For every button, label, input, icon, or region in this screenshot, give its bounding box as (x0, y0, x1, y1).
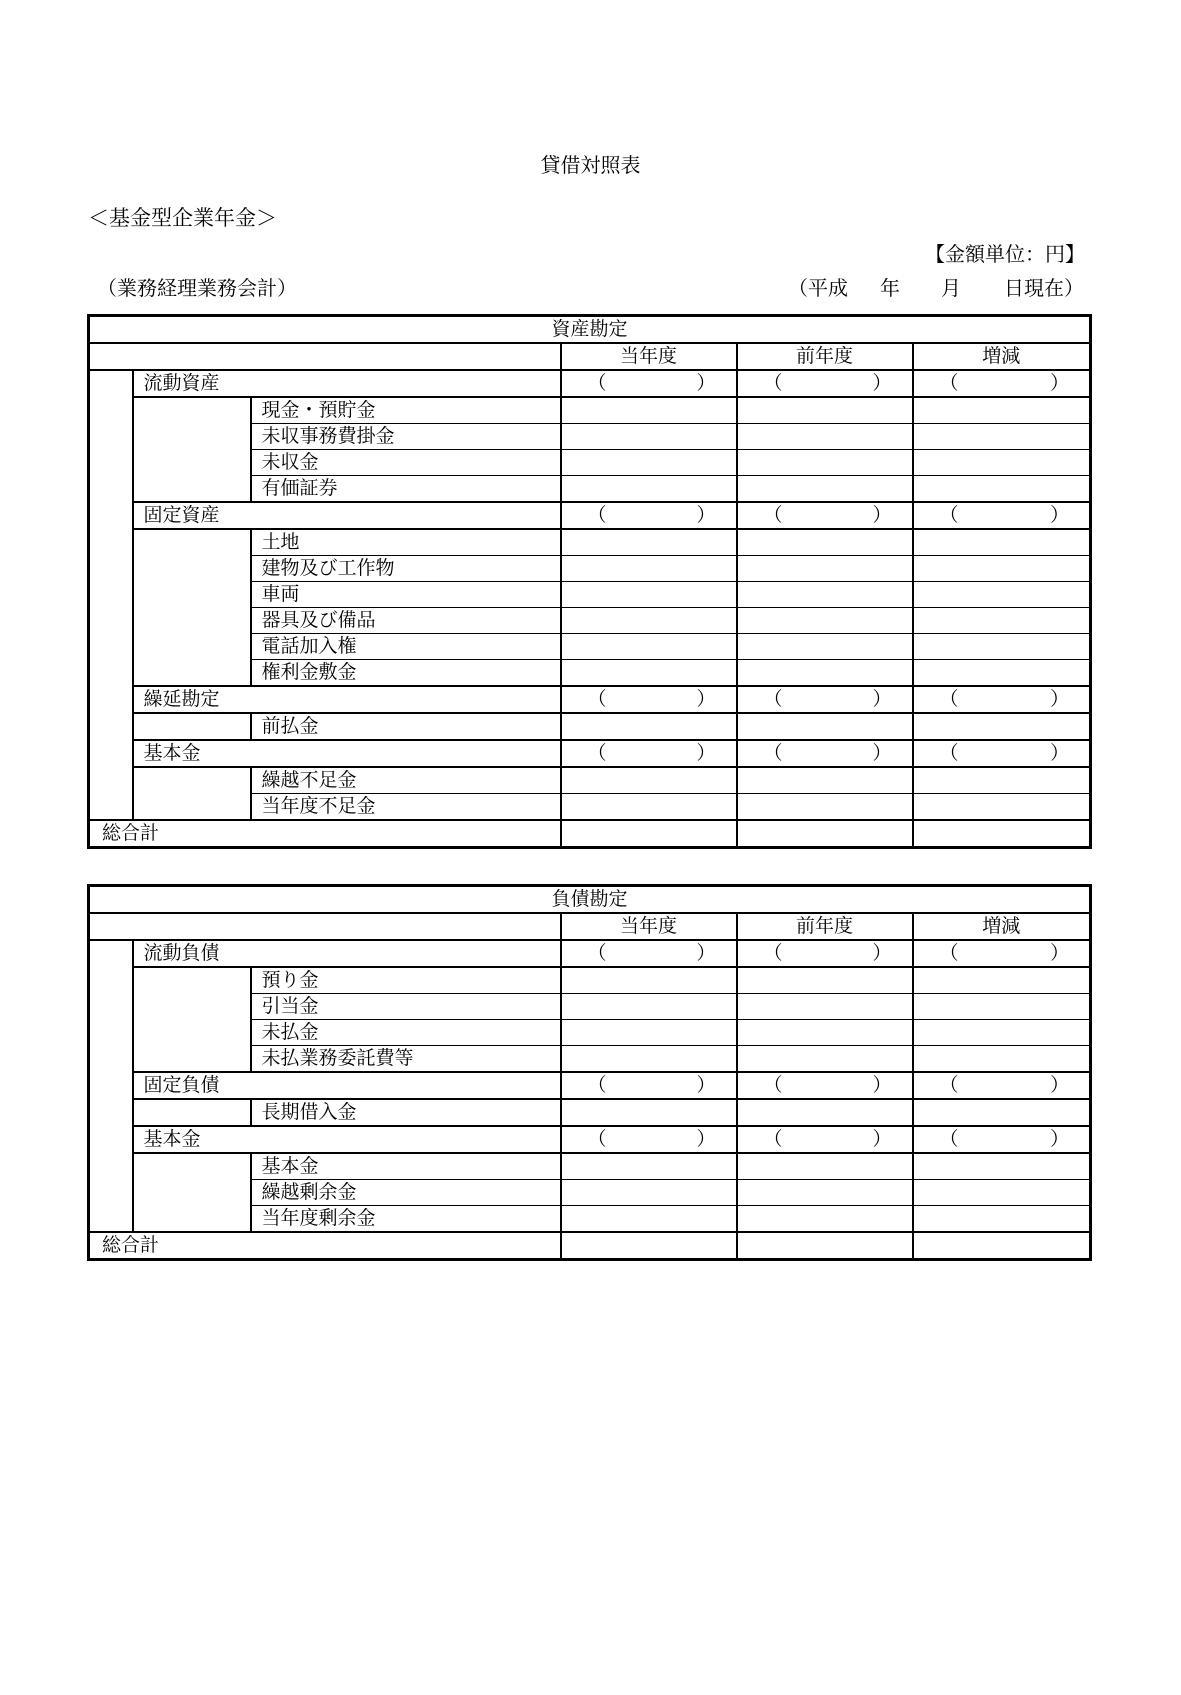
paren-open: （ (763, 942, 783, 964)
amount-cell[interactable] (913, 1180, 1091, 1206)
amount-cell[interactable] (913, 476, 1091, 503)
item-label: 権利金敷金 (251, 660, 561, 687)
total-amount-cell[interactable] (913, 1232, 1091, 1260)
amount-cell[interactable] (913, 397, 1091, 424)
column-header: 増減 (913, 343, 1091, 370)
group-amount-cell[interactable] (561, 1072, 737, 1099)
amount-cell[interactable] (913, 967, 1091, 994)
amount-cell[interactable] (561, 1180, 737, 1206)
amount-parentheses (562, 1073, 736, 1098)
item-label: 未払金 (251, 1020, 561, 1046)
amount-cell[interactable] (913, 424, 1091, 450)
amount-cell[interactable] (561, 450, 737, 476)
as-of-era: （平成 (788, 276, 848, 300)
group-amount-cell[interactable] (913, 502, 1091, 529)
paren-close: ） (1050, 1128, 1070, 1150)
amount-cell[interactable] (913, 767, 1091, 794)
grand-total-label: 総合計 (102, 1234, 160, 1256)
paren-open: （ (587, 688, 607, 710)
amount-cell[interactable] (561, 713, 737, 740)
group-label: 繰延勘定 (133, 686, 561, 713)
amount-cell[interactable] (737, 660, 913, 687)
amount-cell[interactable] (737, 582, 913, 608)
amount-parentheses (914, 1127, 1090, 1152)
paren-close: ） (872, 942, 892, 964)
group-amount-cell[interactable] (737, 1072, 913, 1099)
table-row (89, 1180, 1091, 1206)
paren-open: （ (939, 688, 959, 710)
amount-cell[interactable] (561, 660, 737, 687)
table-row (89, 556, 1091, 582)
amount-cell[interactable] (561, 608, 737, 634)
amount-cell[interactable] (737, 1099, 913, 1126)
item-label: 当年度不足金 (251, 794, 561, 821)
amount-parentheses (914, 371, 1090, 396)
group-indent (133, 1046, 251, 1073)
indent-spacer (89, 370, 133, 502)
table-row (89, 634, 1091, 660)
table-row (89, 1099, 1091, 1126)
amount-cell[interactable] (737, 767, 913, 794)
paren-open: （ (763, 688, 783, 710)
indent-spacer (89, 686, 133, 740)
group-indent (133, 608, 251, 634)
amount-parentheses (562, 1127, 736, 1152)
paren-close: ） (696, 942, 716, 964)
table-heading: 負債勘定 (89, 886, 1091, 914)
paren-open: （ (763, 504, 783, 526)
group-indent (133, 450, 251, 476)
amount-cell[interactable] (561, 1020, 737, 1046)
indent-spacer (89, 502, 133, 686)
page-title: 貸借対照表 (540, 153, 641, 177)
group-indent (133, 1180, 251, 1206)
group-label: 固定負債 (133, 1072, 561, 1099)
amount-parentheses (562, 687, 736, 712)
amount-cell[interactable] (561, 397, 737, 424)
group-label: 流動負債 (133, 940, 561, 967)
amount-cell[interactable] (561, 767, 737, 794)
table-row (89, 767, 1091, 794)
group-indent (133, 660, 251, 687)
paren-close: ） (872, 742, 892, 764)
group-amount-cell[interactable] (561, 1126, 737, 1153)
item-label: 車両 (251, 582, 561, 608)
amount-cell[interactable] (561, 529, 737, 556)
item-label: 未払業務委託費等 (251, 1046, 561, 1073)
amount-cell[interactable] (913, 1020, 1091, 1046)
group-row (89, 502, 1091, 529)
amount-parentheses (738, 1073, 912, 1098)
paren-close: ） (1050, 504, 1070, 526)
header-blank (89, 343, 561, 370)
paren-close: ） (696, 1128, 716, 1150)
amount-parentheses (562, 741, 736, 766)
item-label: 有価証券 (251, 476, 561, 503)
amount-parentheses (738, 1127, 912, 1152)
item-label: 長期借入金 (251, 1099, 561, 1126)
column-header: 増減 (913, 913, 1091, 940)
group-amount-cell[interactable] (561, 370, 737, 397)
amount-cell[interactable] (913, 450, 1091, 476)
as-of-day: 日現在） (1004, 276, 1084, 300)
indent-spacer (89, 740, 133, 820)
column-header: 前年度 (737, 343, 913, 370)
amount-cell[interactable] (913, 556, 1091, 582)
amount-cell[interactable] (737, 397, 913, 424)
group-indent (133, 476, 251, 503)
table-row (89, 967, 1091, 994)
group-amount-cell[interactable] (737, 370, 913, 397)
group-indent (133, 1206, 251, 1233)
group-indent (133, 713, 251, 740)
table-row (89, 529, 1091, 556)
group-row (89, 370, 1091, 397)
amount-parentheses (914, 687, 1090, 712)
paren-close: ） (872, 372, 892, 394)
table-row (89, 660, 1091, 687)
paren-close: ） (696, 688, 716, 710)
column-header: 前年度 (737, 913, 913, 940)
group-amount-cell[interactable] (913, 1126, 1091, 1153)
table-row (89, 582, 1091, 608)
group-amount-cell[interactable] (913, 1072, 1091, 1099)
table-row (89, 608, 1091, 634)
paren-close: ） (1050, 1074, 1070, 1096)
paren-close: ） (1050, 942, 1070, 964)
accounting-section-label: （業務経理業務会計） (97, 276, 297, 300)
amount-cell[interactable] (913, 713, 1091, 740)
amount-cell[interactable] (737, 556, 913, 582)
group-indent (133, 556, 251, 582)
total-amount-cell[interactable] (737, 820, 913, 848)
amount-cell[interactable] (561, 476, 737, 503)
group-amount-cell[interactable] (737, 686, 913, 713)
assets-table (87, 314, 1092, 849)
amount-cell[interactable] (913, 529, 1091, 556)
amount-cell[interactable] (913, 994, 1091, 1020)
paren-close: ） (872, 1128, 892, 1150)
amount-cell[interactable] (561, 1153, 737, 1180)
paren-open: （ (587, 1074, 607, 1096)
item-label: 基本金 (251, 1153, 561, 1180)
item-label: 電話加入権 (251, 634, 561, 660)
amount-parentheses (914, 941, 1090, 966)
amount-cell[interactable] (737, 529, 913, 556)
paren-close: ） (872, 688, 892, 710)
indent-spacer (89, 940, 133, 1072)
paren-open: （ (587, 942, 607, 964)
amount-cell[interactable] (737, 1206, 913, 1233)
group-indent (133, 1153, 251, 1180)
column-header: 当年度 (561, 343, 737, 370)
table-row (89, 476, 1091, 503)
item-label: 建物及び工作物 (251, 556, 561, 582)
group-indent (133, 794, 251, 821)
group-amount-cell[interactable] (737, 1126, 913, 1153)
total-amount-cell[interactable] (737, 1232, 913, 1260)
group-indent (133, 424, 251, 450)
amount-cell[interactable] (913, 582, 1091, 608)
paren-open: （ (763, 372, 783, 394)
item-label: 器具及び備品 (251, 608, 561, 634)
amount-cell[interactable] (561, 1099, 737, 1126)
item-label: 現金・預貯金 (251, 397, 561, 424)
paren-open: （ (587, 742, 607, 764)
table-row (89, 424, 1091, 450)
paren-open: （ (763, 1074, 783, 1096)
group-label: 基本金 (133, 740, 561, 767)
amount-cell[interactable] (561, 556, 737, 582)
group-amount-cell[interactable] (737, 940, 913, 967)
group-indent (133, 529, 251, 556)
column-header: 当年度 (561, 913, 737, 940)
item-label: 土地 (251, 529, 561, 556)
amount-cell[interactable] (737, 608, 913, 634)
group-indent (133, 1099, 251, 1126)
paren-open: （ (587, 372, 607, 394)
amount-parentheses (738, 371, 912, 396)
total-amount-cell[interactable] (561, 1232, 737, 1260)
item-label: 前払金 (251, 713, 561, 740)
total-amount-cell[interactable] (561, 820, 737, 848)
paren-close: ） (1050, 742, 1070, 764)
fund-type-label: ＜基金型企業年金＞ (88, 206, 277, 230)
indent-spacer (89, 1072, 133, 1126)
amount-cell[interactable] (737, 424, 913, 450)
paren-close: ） (696, 372, 716, 394)
group-label: 固定資産 (133, 502, 561, 529)
paren-open: （ (939, 1074, 959, 1096)
paren-close: ） (872, 1074, 892, 1096)
amount-cell[interactable] (737, 476, 913, 503)
paren-open: （ (763, 742, 783, 764)
amount-cell[interactable] (913, 660, 1091, 687)
item-label: 預り金 (251, 967, 561, 994)
amount-cell[interactable] (561, 634, 737, 660)
amount-cell[interactable] (737, 1153, 913, 1180)
amount-cell[interactable] (561, 1206, 737, 1233)
amount-cell[interactable] (913, 1099, 1091, 1126)
item-label: 当年度剰余金 (251, 1206, 561, 1233)
header-blank (89, 913, 561, 940)
paren-open: （ (939, 942, 959, 964)
group-amount-cell[interactable] (561, 740, 737, 767)
group-indent (133, 1020, 251, 1046)
amount-parentheses (738, 503, 912, 528)
amount-parentheses (562, 503, 736, 528)
paren-open: （ (939, 1128, 959, 1150)
group-amount-cell[interactable] (913, 370, 1091, 397)
paren-close: ） (696, 1074, 716, 1096)
item-label: 未収金 (251, 450, 561, 476)
group-indent (133, 634, 251, 660)
group-label: 流動資産 (133, 370, 561, 397)
paren-close: ） (1050, 372, 1070, 394)
amount-cell[interactable] (913, 1206, 1091, 1233)
group-amount-cell[interactable] (913, 740, 1091, 767)
paren-open: （ (763, 1128, 783, 1150)
table-heading: 資産勘定 (89, 316, 1091, 344)
amount-cell[interactable] (913, 608, 1091, 634)
paren-open: （ (587, 504, 607, 526)
item-label: 未収事務費掛金 (251, 424, 561, 450)
as-of-month: 月 (941, 276, 961, 300)
amount-parentheses (738, 741, 912, 766)
amount-cell[interactable] (913, 1046, 1091, 1073)
group-row (89, 940, 1091, 967)
group-row (89, 1072, 1091, 1099)
group-indent (133, 582, 251, 608)
item-label: 繰越剰余金 (251, 1180, 561, 1206)
table-row (89, 450, 1091, 476)
group-indent (133, 967, 251, 994)
group-amount-cell[interactable] (561, 940, 737, 967)
amount-cell[interactable] (561, 1046, 737, 1073)
paren-open: （ (587, 1128, 607, 1150)
amount-cell[interactable] (737, 634, 913, 660)
amount-parentheses (562, 941, 736, 966)
group-amount-cell[interactable] (561, 686, 737, 713)
amount-parentheses (562, 371, 736, 396)
amount-parentheses (738, 941, 912, 966)
group-amount-cell[interactable] (737, 740, 913, 767)
group-row (89, 740, 1091, 767)
group-amount-cell[interactable] (913, 940, 1091, 967)
table-row (89, 1020, 1091, 1046)
item-label: 繰越不足金 (251, 767, 561, 794)
grand-total-label: 総合計 (102, 822, 160, 844)
group-row (89, 686, 1091, 713)
group-indent (133, 397, 251, 424)
paren-close: ） (1050, 688, 1070, 710)
paren-close: ） (696, 742, 716, 764)
table-row (89, 397, 1091, 424)
as-of-year: 年 (880, 276, 900, 300)
amount-cell[interactable] (737, 713, 913, 740)
indent-spacer (89, 1126, 133, 1232)
paren-open: （ (939, 742, 959, 764)
table-row (89, 1206, 1091, 1233)
group-row (89, 1126, 1091, 1153)
paren-open: （ (939, 372, 959, 394)
item-label: 引当金 (251, 994, 561, 1020)
amount-parentheses (914, 741, 1090, 766)
table-row (89, 994, 1091, 1020)
amount-cell[interactable] (561, 424, 737, 450)
amount-cell[interactable] (737, 794, 913, 821)
amount-parentheses (914, 503, 1090, 528)
table-row (89, 1046, 1091, 1073)
table-row (89, 1153, 1091, 1180)
amount-parentheses (738, 687, 912, 712)
amount-cell[interactable] (561, 794, 737, 821)
table-row (89, 713, 1091, 740)
amount-cell[interactable] (913, 794, 1091, 821)
group-amount-cell[interactable] (913, 686, 1091, 713)
group-amount-cell[interactable] (737, 502, 913, 529)
amount-cell[interactable] (737, 967, 913, 994)
paren-close: ） (696, 504, 716, 526)
amount-cell[interactable] (737, 994, 913, 1020)
currency-unit-label: 【金額単位：円】 (925, 242, 1085, 266)
amount-cell[interactable] (561, 582, 737, 608)
amount-cell[interactable] (561, 994, 737, 1020)
amount-cell[interactable] (737, 450, 913, 476)
group-indent (133, 767, 251, 794)
amount-cell[interactable] (737, 1046, 913, 1073)
amount-cell[interactable] (737, 1180, 913, 1206)
table-row (89, 794, 1091, 821)
amount-cell[interactable] (561, 967, 737, 994)
group-indent (133, 994, 251, 1020)
group-amount-cell[interactable] (561, 502, 737, 529)
paren-close: ） (872, 504, 892, 526)
amount-cell[interactable] (913, 1153, 1091, 1180)
amount-cell[interactable] (913, 634, 1091, 660)
group-label: 基本金 (133, 1126, 561, 1153)
amount-parentheses (914, 1073, 1090, 1098)
total-amount-cell[interactable] (913, 820, 1091, 848)
liabilities-table (87, 884, 1092, 1261)
amount-cell[interactable] (737, 1020, 913, 1046)
paren-open: （ (939, 504, 959, 526)
